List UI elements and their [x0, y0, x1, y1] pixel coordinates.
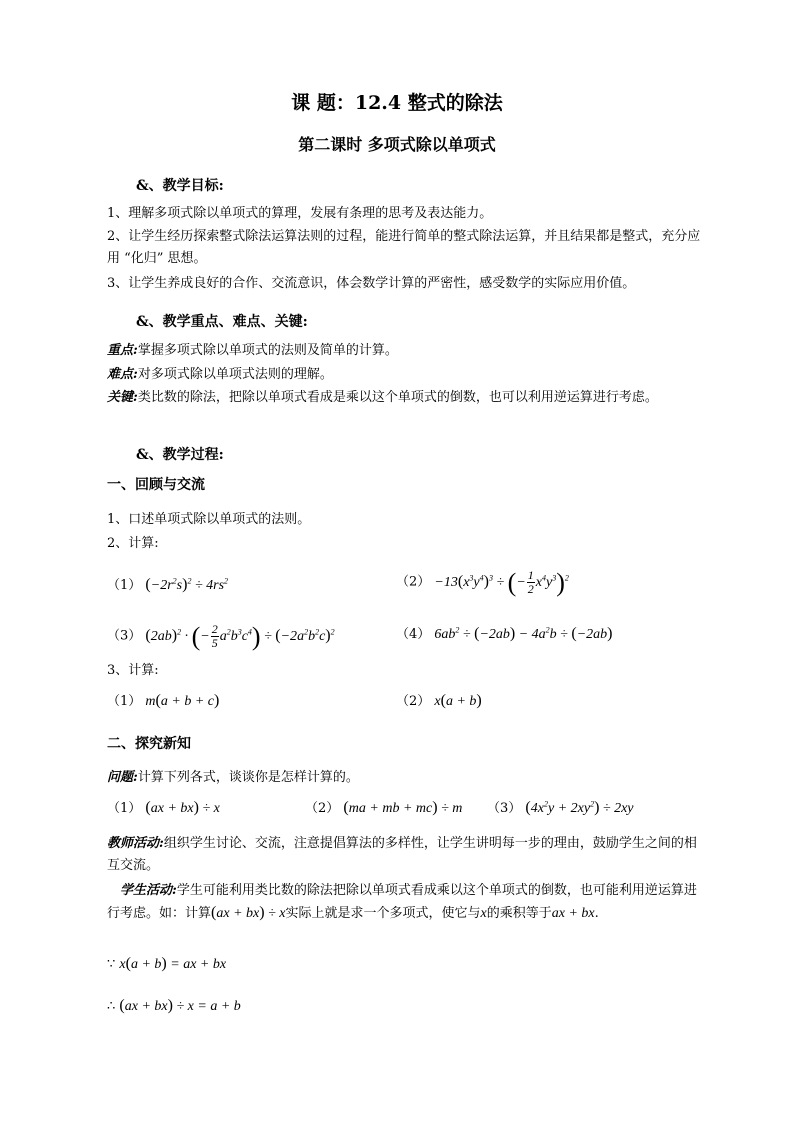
because-line	[107, 953, 226, 976]
problem-number: （1）	[107, 694, 142, 709]
math-expression: (ax + bx) ÷ x	[211, 904, 286, 921]
key-text: 类比数的除法，把除以单项式看成是乘以这个单项式的倒数，也可以利用逆运算进行考虑。	[137, 390, 658, 405]
teacher-activity	[107, 833, 703, 877]
math-expression: (ax + bx) ÷ x	[145, 799, 220, 816]
goals-heading: &、教学目标:	[136, 178, 224, 194]
math-expression: m(a + b + c)	[145, 692, 220, 709]
math-expression: $(2ab)^2$ · (− $\frac{2}{5}$ $a^2b^3c^4) \div (-2a^2b^2c)^2$	[145, 621, 335, 651]
key-line	[107, 387, 703, 409]
student-activity: 学生活动:学生可能利用类比数的除法把除以单项式看成乘以这个单项式的倒数，也可能利用逆运算进行考虑。如：计算(ax + bx) ÷ x实际上就是求一个多项式，使它与x的乘积等于ax + bx.	[107, 883, 697, 921]
math-expression: (ma + mb + mc) ÷ m	[343, 799, 463, 816]
review-problem-2	[396, 569, 569, 596]
math-expression: (ax + bx) ÷ x = a + b	[119, 997, 241, 1014]
math-expression: ax + bx	[551, 906, 595, 921]
section1-heading: 一、回顾与交流	[107, 477, 205, 493]
goal-item-2: 2、让学生经历探索整式除法运算法则的过程，能进行简单的整式除法运算，并且结果都是整式，充分应用 “化归” 思想。	[107, 229, 701, 266]
goal-item-1: 1、理解多项式除以单项式的算理，发展有条理的思考及表达能力。	[107, 206, 493, 221]
review-item-3: 3、计算:	[107, 663, 159, 678]
explore-problem-1	[107, 797, 220, 820]
difficulty-line	[107, 364, 333, 386]
math-expression: $(-2r^2s)^2 \div 4rs^2$	[145, 576, 229, 593]
difficulty-text: 对多项式除以单项式法则的理解。	[137, 367, 333, 382]
key-label: 关键:	[107, 390, 138, 405]
math-expression: x	[480, 906, 487, 921]
therefore-symbol: ∴	[107, 999, 116, 1014]
math-expression: $-13(x^3y^4)^3$ ÷ (− $\frac{1}{2}$ $x^4y^3)^2$	[434, 567, 569, 597]
student-label: 学生活动:	[120, 883, 177, 898]
question-line	[107, 767, 359, 789]
focus-line	[107, 340, 398, 362]
review-problem-1	[107, 574, 228, 597]
problem-number: （1）	[107, 801, 142, 816]
math-expression: x(a + b)	[434, 692, 482, 709]
math-expression: $(4x^2y + 2xy^2) \div 2xy$	[525, 799, 634, 816]
focus-text: 掌握多项式除以单项式的法则及简单的计算。	[137, 343, 398, 358]
review-problem-4	[396, 623, 612, 646]
review-item-2: 2、计算:	[107, 536, 159, 551]
focus-label: 重点:	[107, 343, 138, 358]
keypoints-heading: &、教学重点、难点、关键:	[136, 314, 308, 330]
problem-number: （2）	[305, 801, 340, 816]
problem-number: （3）	[107, 628, 142, 644]
problem-number: （2）	[396, 574, 431, 590]
review-problem-b1	[107, 690, 219, 713]
student-text-3: 的乘积等于	[486, 906, 552, 921]
because-symbol: ∵	[107, 957, 116, 972]
problem-number: （3）	[487, 801, 522, 816]
explore-problem-3	[487, 797, 634, 820]
review-item-1: 1、口述单项式除以单项式的法则。	[107, 512, 311, 527]
goal-item-3: 3、让学生养成良好的合作、交流意识，体会数学计算的严密性，感受数学的实际应用价值。	[107, 276, 636, 291]
teacher-label: 教师活动:	[107, 836, 164, 851]
problem-number: （4）	[396, 627, 431, 642]
review-problem-3	[107, 623, 335, 650]
explore-problem-2	[305, 797, 462, 820]
process-heading: &、教学过程:	[136, 447, 224, 463]
page-subtitle: 第二课时 多项式除以单项式	[298, 135, 496, 154]
page-title: 课 题：12.4 整式的除法	[291, 92, 503, 114]
review-problem-b2	[396, 690, 482, 713]
difficulty-label: 难点:	[107, 367, 138, 382]
problem-number: （2）	[396, 694, 431, 709]
question-text: 计算下列各式，谈谈你是怎样计算的。	[137, 770, 359, 785]
teacher-text: 组织学生讨论、交流，注意提倡算法的多样性，让学生讲明每一步的理由，鼓励学生之间的相互交流。	[107, 836, 697, 873]
math-expression: $6ab^2 \div (-2ab) - 4a^2b \div (-2ab)$	[434, 625, 613, 642]
student-text-2: 实际上就是求一个多项式，使它与	[285, 906, 481, 921]
question-label: 问题:	[107, 770, 138, 785]
therefore-line	[107, 995, 241, 1018]
math-expression: x(a + b) = ax + bx	[119, 955, 227, 972]
section2-heading: 二、探究新知	[107, 736, 191, 752]
problem-number: （1）	[107, 578, 142, 593]
student-text-1: 学生可能利用类比数的除法把除以单项式看成乘以这个单项式的倒数，也可能利用逆运算进行考虑。如：计算	[107, 883, 697, 921]
